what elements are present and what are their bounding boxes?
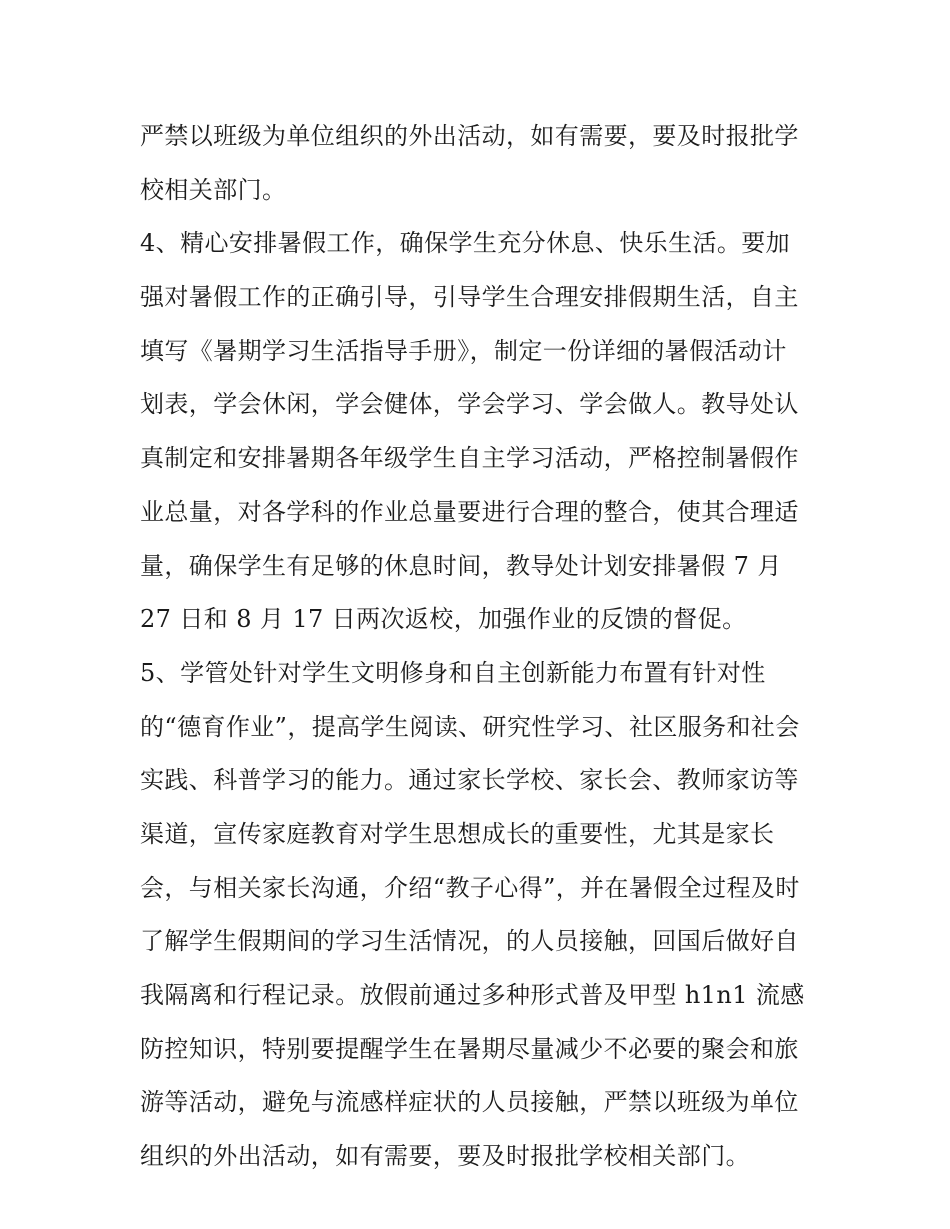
text-line-4: 强对暑假工作的正确引导，引导学生合理安排假期生活，自主 [140, 283, 799, 312]
text-line-5: 填写《暑期学习生活指导手册》，制定一份详细的暑假活动计 [140, 336, 787, 365]
text-line-8: 业总量，对各学科的作业总量要进行合理的整合，使其合理适 [140, 497, 799, 526]
body-text [140, 110, 840, 1184]
text-line-10: 27 日和 8 月 17 日两次返校，加强作业的反馈的督促。 [140, 605, 747, 634]
text-line-14: 渠道，宣传家庭教育对学生思想成长的重要性，尤其是家长 [140, 819, 775, 848]
text-line-7: 真制定和安排暑期各年级学生自主学习活动，严格控制暑假作 [140, 444, 799, 473]
text-line-6: 划表，学会休闲，学会健体，学会学习、学会做人。教导处认 [140, 390, 799, 419]
text-line-16: 了解学生假期间的学习生活情况，的人员接触，回国后做好自 [140, 927, 799, 956]
text-line-3: 4、精心安排暑假工作，确保学生充分休息、快乐生活。要加 [140, 229, 791, 258]
text-line-11: 5、学管处针对学生文明修身和自主创新能力布置有针对性 [140, 658, 766, 687]
text-line-1: 严禁以班级为单位组织的外出活动，如有需要，要及时报批学 [140, 122, 799, 150]
text-line-12: 的“德育作业”，提高学生阅读、研究性学习、社区服务和社会 [140, 712, 800, 741]
text-line-20: 组织的外出活动，如有需要，要及时报批学校相关部门。 [140, 1142, 750, 1171]
text-line-15: 会，与相关家长沟通，介绍“教子心得”，并在暑假全过程及时 [140, 873, 800, 902]
text-line-9: 量，确保学生有足够的休息时间，教导处计划安排暑假 7 月 [140, 551, 782, 580]
text-line-19: 游等活动，避免与流感样症状的人员接触，严禁以班级为单位 [140, 1088, 799, 1117]
text-line-13: 实践、科普学习的能力。通过家长学校、家长会、教师家访等 [140, 766, 799, 795]
text-line-18: 防控知识，特别要提醒学生在暑期尽量减少不必要的聚会和旅 [140, 1034, 799, 1063]
text-line-17: 我隔离和行程记录。放假前通过多种形式普及甲型 h1n1 流感 [140, 981, 805, 1009]
text-line-2: 校相关部门。 [140, 175, 287, 204]
